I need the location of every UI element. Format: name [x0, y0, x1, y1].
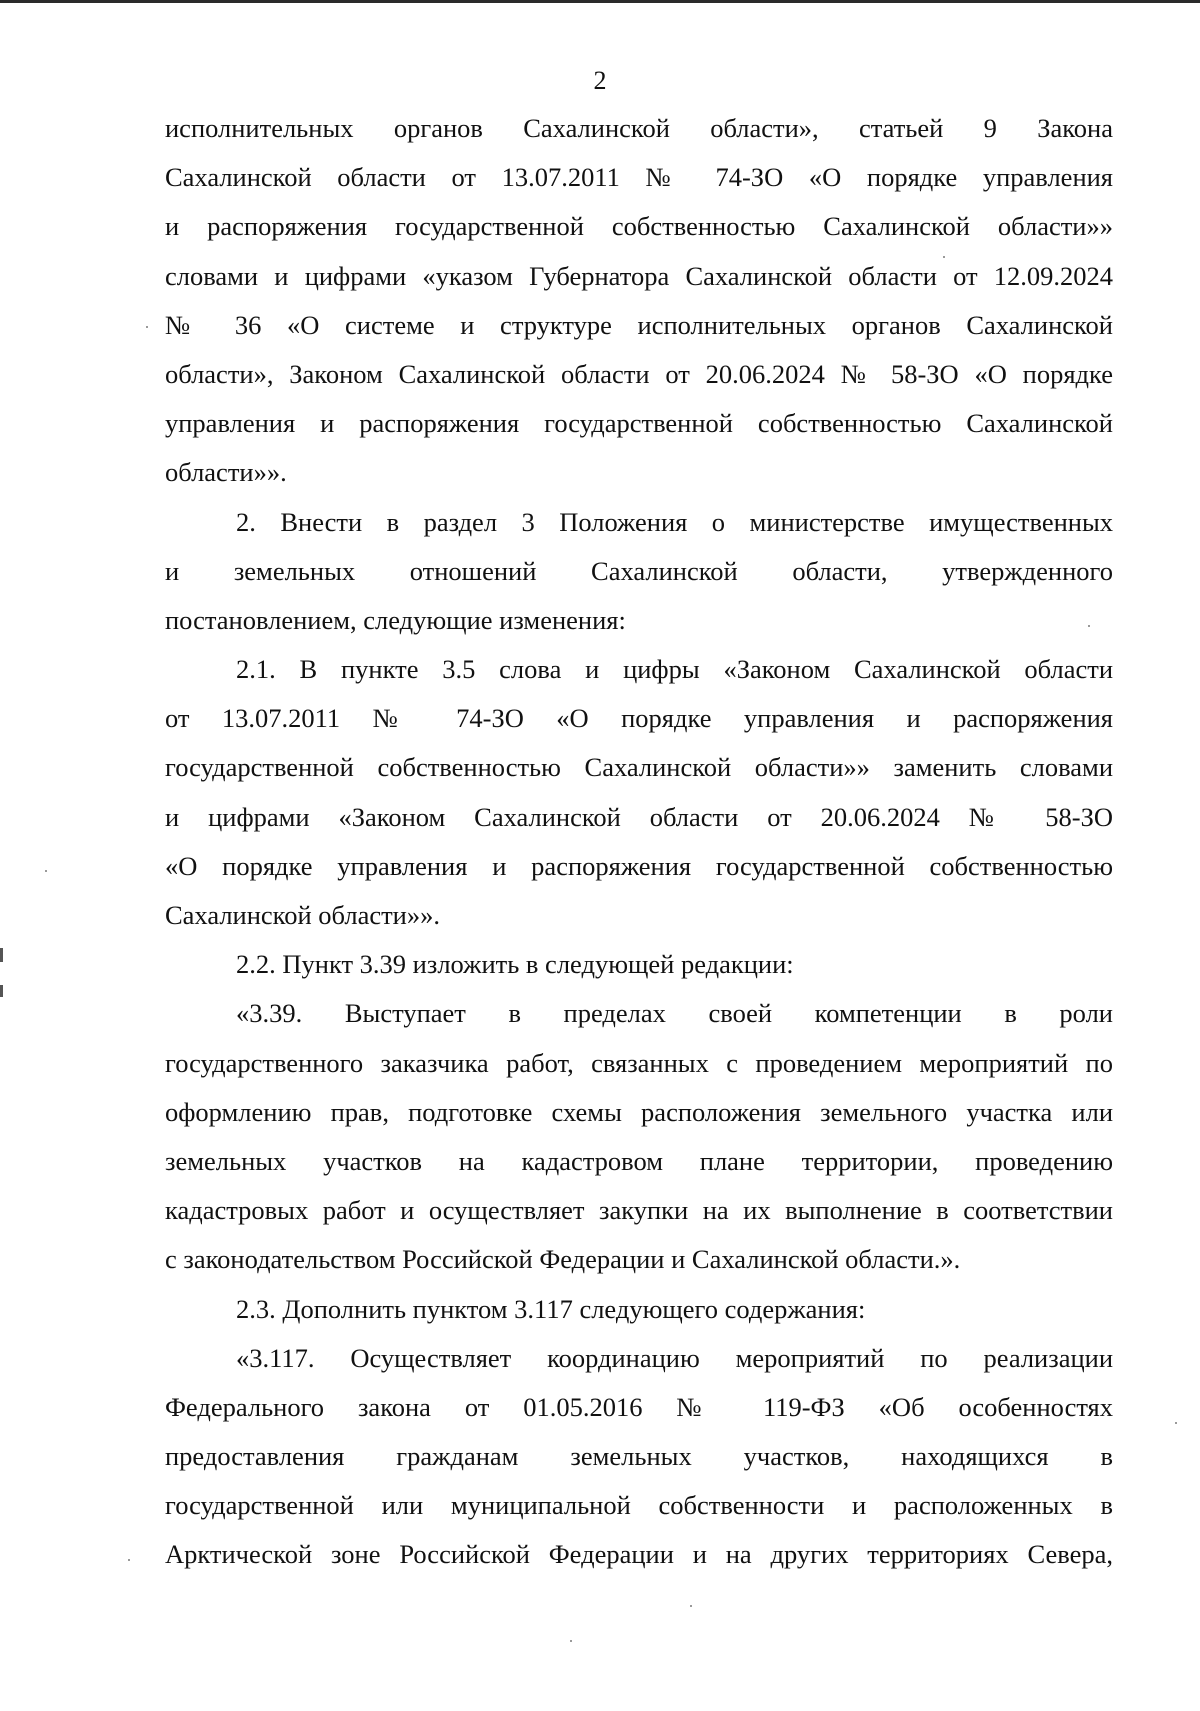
- scan-speck: [943, 256, 945, 258]
- document-text-line: государственной собственностью Сахалинской области»» заменить словами: [165, 752, 1113, 783]
- scan-edge-mark: [0, 948, 3, 962]
- document-text-line: «О порядке управления и распоряжения государственной собственностью: [165, 850, 1113, 881]
- document-text-line: и земельных отношений Сахалинской области, утвержденного: [165, 555, 1113, 586]
- document-text-line: земельных участков на кадастровом плане территории, проведению: [165, 1145, 1113, 1176]
- document-text-line: словами и цифрами «указом Губернатора Сахалинской области от 12.09.2024: [165, 260, 1113, 291]
- document-text-line: государственной или муниципальной собственности и расположенных в: [165, 1490, 1113, 1521]
- document-text-line: и цифрами «Законом Сахалинской области от 20.06.2024 № 58-ЗО: [165, 801, 1113, 832]
- document-body: [165, 104, 1113, 1580]
- document-text-line: Федерального закона от 01.05.2016 № 119-ФЗ «Об особенностях: [165, 1391, 1113, 1422]
- document-text-line: государственного заказчика работ, связанных с проведением мероприятий по: [165, 1047, 1113, 1078]
- document-text-line: области», Законом Сахалинской области от 20.06.2024 № 58-ЗО «О порядке: [165, 358, 1113, 389]
- document-text-line: и распоряжения государственной собственностью Сахалинской области»»: [165, 211, 1113, 242]
- page-number: 2: [593, 66, 607, 95]
- document-text-line: «3.117. Осуществляет координацию мероприятий по реализации: [236, 1342, 1113, 1373]
- document-text-line: постановлением, следующие изменения:: [165, 604, 626, 635]
- document-text-line: 2.2. Пункт 3.39 изложить в следующей редакции:: [236, 949, 794, 980]
- document-text-line: оформлению прав, подготовке схемы расположения земельного участка или: [165, 1096, 1113, 1127]
- document-text-line: Сахалинской области от 13.07.2011 № 74-ЗО «О порядке управления: [165, 162, 1113, 193]
- document-text-line: 2. Внести в раздел 3 Положения о министерстве имущественных: [236, 506, 1113, 537]
- scan-speck: [45, 870, 47, 872]
- document-text-line: 2.1. В пункте 3.5 слова и цифры «Законом Сахалинской области: [236, 654, 1113, 685]
- document-text-line: управления и распоряжения государственной собственностью Сахалинской: [165, 408, 1113, 439]
- document-text-line: Сахалинской области»».: [165, 900, 440, 930]
- scan-edge-mark: [0, 985, 3, 997]
- scan-speck: [1175, 1422, 1177, 1424]
- document-text-line: 2.3. Дополнить пунктом 3.117 следующего содержания:: [236, 1293, 866, 1324]
- page-top-edge: [0, 0, 1200, 3]
- scan-speck: [146, 326, 148, 328]
- document-text-line: предоставления гражданам земельных участков, находящихся в: [165, 1441, 1113, 1472]
- scan-speck: [1088, 625, 1090, 627]
- document-text-line: № 36 «О системе и структуре исполнительных органов Сахалинской: [165, 309, 1113, 340]
- scan-speck: [128, 1559, 130, 1561]
- document-text-line: кадастровых работ и осуществляет закупки на их выполнение в соответствии: [165, 1195, 1113, 1226]
- scan-speck: [570, 1640, 572, 1642]
- document-text-line: исполнительных органов Сахалинской области», статьей 9 Закона: [165, 113, 1113, 143]
- document-text-line: области»».: [165, 457, 287, 488]
- document-text-line: Арктической зоне Российской Федерации и на других территориях Севера,: [165, 1539, 1113, 1570]
- document-text-line: «3.39. Выступает в пределах своей компетенции в роли: [236, 998, 1113, 1029]
- document-text-line: с законодательством Российской Федерации и Сахалинской области.».: [165, 1244, 961, 1275]
- scan-speck: [690, 1605, 692, 1607]
- document-text-line: от 13.07.2011 № 74-ЗО «О порядке управления и распоряжения: [165, 703, 1113, 734]
